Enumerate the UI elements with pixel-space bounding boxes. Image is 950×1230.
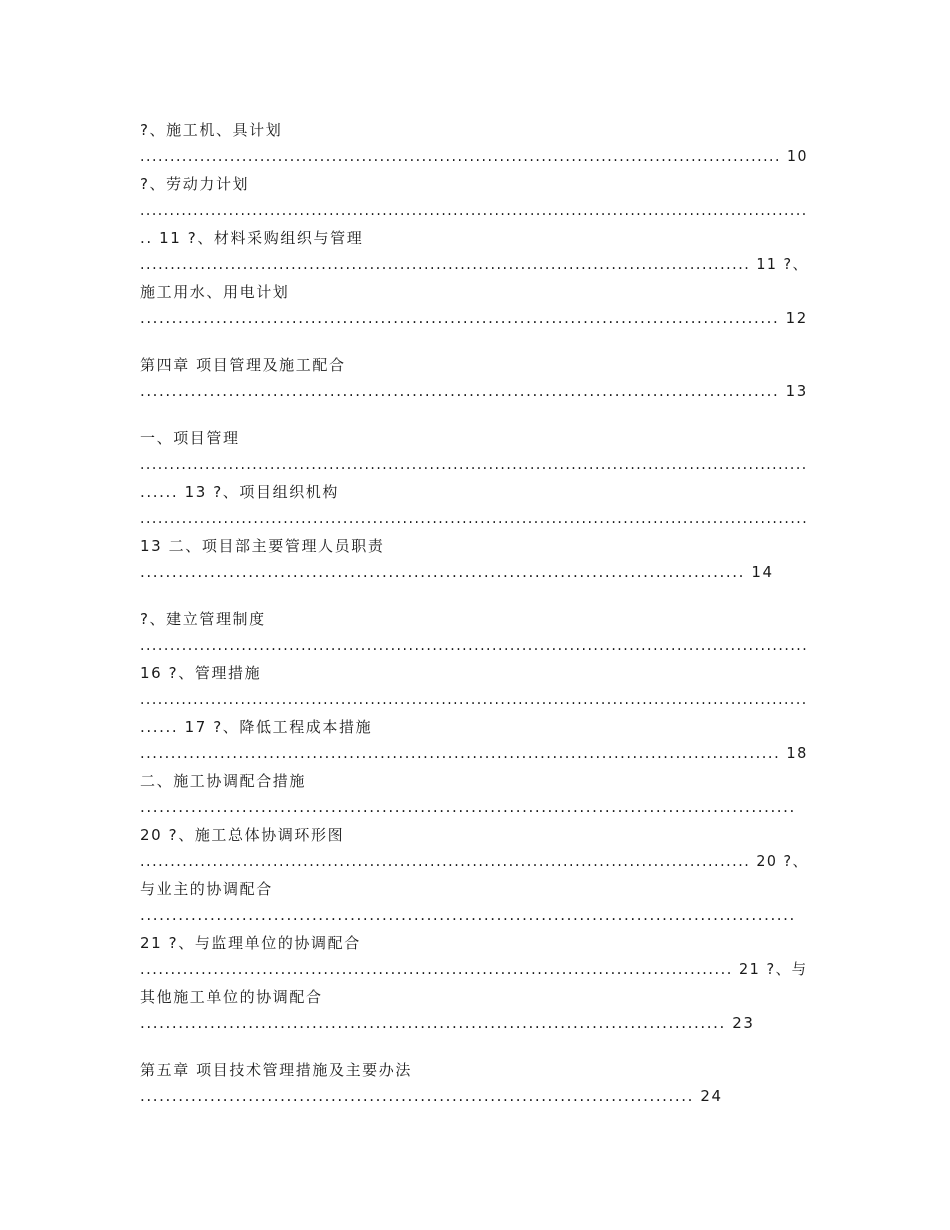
toc-leader-line: ..................................................................................................... 12 xyxy=(140,309,808,327)
toc-line: 13 二、项目部主要管理人员职责 xyxy=(140,537,385,555)
toc-line: 一、项目管理 xyxy=(140,429,240,447)
toc-line: 20 ?、施工总体协调环形图 xyxy=(140,826,345,844)
toc-line: 与业主的协调配合 xyxy=(140,880,273,898)
toc-leader-line: ........................................................................................................ 18 xyxy=(140,744,808,762)
toc-leader-line: ....................................................................................... 24 xyxy=(140,1087,723,1105)
toc-line: 16 ?、管理措施 xyxy=(140,664,262,682)
toc-leader-line: ................................................................................................................. xyxy=(140,455,808,473)
toc-leader-line: ................................................................................................. 21 ?、与 xyxy=(140,960,808,978)
toc-leader-line: ................................................................................................................. xyxy=(140,690,808,708)
toc-line: ...... 13 ?、项目组织机构 xyxy=(140,483,339,501)
toc-line: 21 ?、与监理单位的协调配合 xyxy=(140,934,361,952)
toc-line: 其他施工单位的协调配合 xyxy=(140,988,323,1006)
toc-line: ?、施工机、具计划 xyxy=(140,121,283,139)
toc-leader-line: ....................................................................................................... xyxy=(140,798,796,816)
toc-leader-line: ................................................................................................................ xyxy=(140,509,809,527)
toc-line: 施工用水、用电计划 xyxy=(140,283,290,301)
toc-line: 二、施工协调配合措施 xyxy=(140,772,307,790)
toc-line: ?、劳动力计划 xyxy=(140,175,250,193)
toc-chapter-heading: 第五章 项目技术管理措施及主要办法 xyxy=(140,1061,412,1079)
toc-line: ...... 17 ?、降低工程成本措施 xyxy=(140,718,373,736)
toc-leader-line: ....................................................................................................... xyxy=(140,906,796,924)
toc-leader-line: ................................................................................................................ xyxy=(140,636,809,654)
toc-leader-line: ..................................................................................................... 20 ?、 xyxy=(140,852,809,870)
toc-leader-line: ................................................................................................................. xyxy=(140,201,808,219)
toc-leader-line: ............................................................................................... 14 xyxy=(140,563,774,581)
toc-line: ?、建立管理制度 xyxy=(140,610,266,628)
toc-leader-line: ..................................................................................................... 11 ?、 xyxy=(140,255,809,273)
toc-line: .. 11 ?、材料采购组织与管理 xyxy=(140,229,364,247)
toc-leader-line: ............................................................................................ 23 xyxy=(140,1014,755,1032)
toc-leader-line: ..................................................................................................... 13 xyxy=(140,382,808,400)
toc-chapter-heading: 第四章 项目管理及施工配合 xyxy=(140,356,346,374)
toc-leader-line: ........................................................................................................... 10 xyxy=(140,147,809,165)
